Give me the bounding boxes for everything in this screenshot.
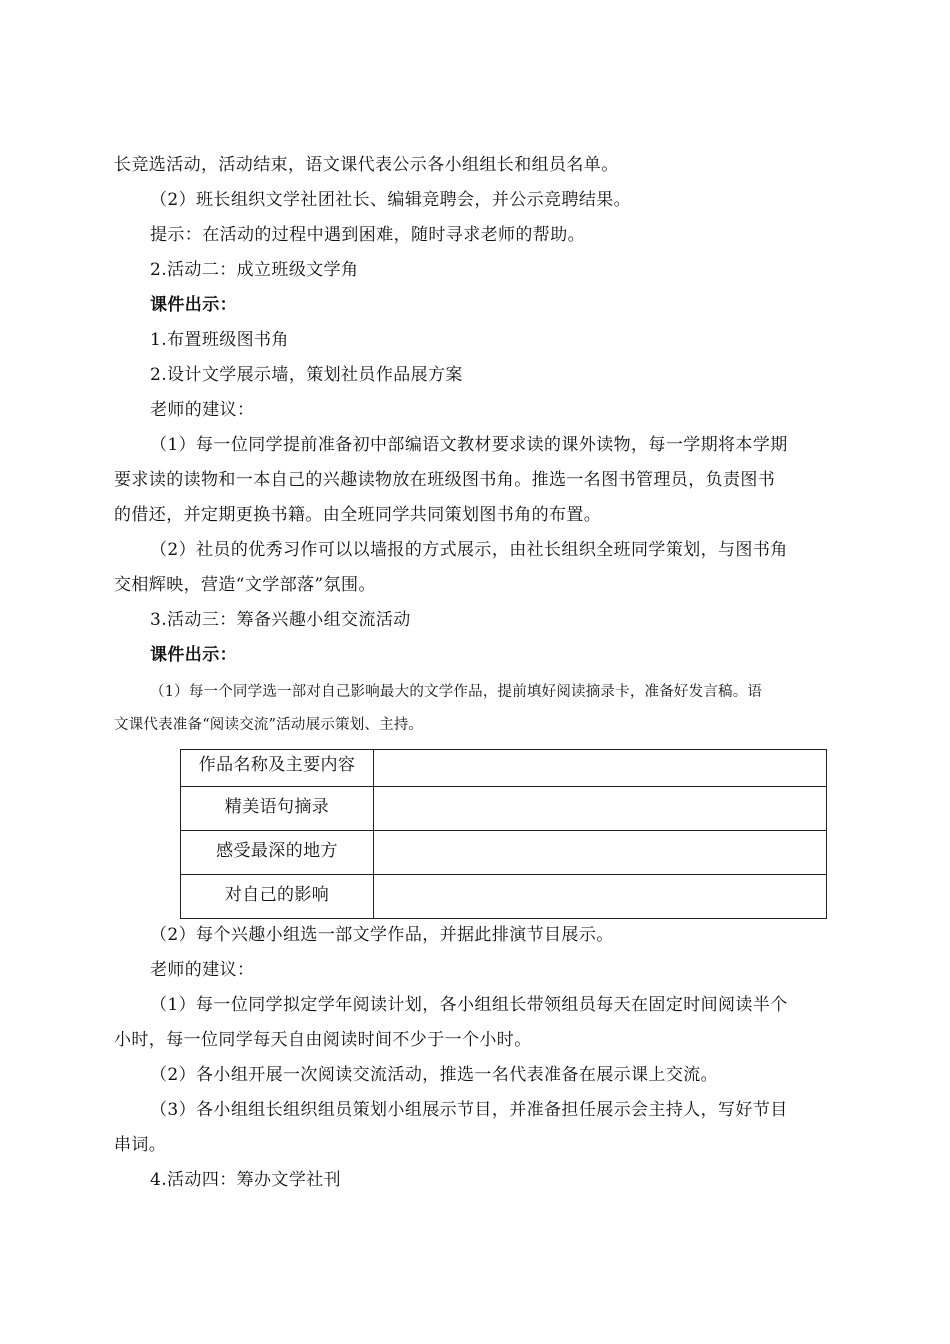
table-cell-label: 精美语句摘录 [181, 787, 374, 831]
paragraph-line: 提示：在活动的过程中遇到困难，随时寻求老师的帮助。 [150, 225, 585, 245]
table-cell-value [374, 875, 827, 919]
table-cell-label: 感受最深的地方 [181, 831, 374, 875]
section-heading: 2.活动二：成立班级文学角 [150, 260, 359, 280]
teacher-advice-label: 老师的建议： [150, 960, 255, 980]
paragraph-line: （3）各小组组长组织组员策划小组展示节目，并准备担任展示会主持人，写好节目 [150, 1100, 788, 1120]
list-item: 2.设计文学展示墙，策划社员作品展方案 [150, 365, 463, 385]
table-cell-label: 对自己的影响 [181, 875, 374, 919]
paragraph-line: 文课代表准备“阅读交流”活动展示策划、主持。 [114, 717, 424, 733]
paragraph-line: 小时，每一位同学每天自由阅读时间不少于一个小时。 [114, 1030, 532, 1050]
paragraph-line: 要求读的读物和一本自己的兴趣读物放在班级图书角。推选一名图书管理员，负责图书 [114, 470, 776, 490]
paragraph-line: 的借还，并定期更换书籍。由全班同学共同策划图书角的布置。 [114, 505, 602, 525]
list-item: 1.布置班级图书角 [150, 330, 289, 350]
paragraph-line: 交相辉映，营造“文学部落”氛围。 [114, 575, 376, 595]
paragraph-line: （2）社员的优秀习作可以以墙报的方式展示，由社长组织全班同学策划，与图书角 [150, 540, 788, 560]
paragraph-line: （1）每一位同学拟定学年阅读计划，各小组组长带领组员每天在固定时间阅读半个 [150, 995, 788, 1015]
paragraph-line: （1）每一位同学提前准备初中部编语文教材要求读的课外读物，每一学期将本学期 [150, 435, 788, 455]
reading-card-table [180, 749, 827, 919]
courseware-label: 课件出示： [150, 295, 237, 315]
paragraph-line: 长竞选活动，活动结束，语文课代表公示各小组组长和组员名单。 [114, 155, 619, 175]
table-cell-value [374, 787, 827, 831]
table-row [181, 787, 827, 831]
paragraph-line: （2）班长组织文学社团社长、编辑竞聘会，并公示竞聘结果。 [150, 190, 632, 210]
table-row [181, 875, 827, 919]
table-row [181, 831, 827, 875]
paragraph-line: （2）各小组开展一次阅读交流活动，推选一名代表准备在展示课上交流。 [150, 1065, 719, 1085]
paragraph-line: 串词。 [114, 1135, 167, 1155]
table-row [181, 750, 827, 787]
paragraph-line: （2）每个兴趣小组选一部文学作品，并据此排演节目展示。 [150, 925, 614, 945]
table-cell-value [374, 750, 827, 787]
section-heading: 4.活动四：筹办文学社刊 [150, 1170, 342, 1190]
teacher-advice-label: 老师的建议： [150, 400, 255, 420]
table-cell-value [374, 831, 827, 875]
section-heading: 3.活动三：筹备兴趣小组交流活动 [150, 610, 411, 630]
paragraph-line: （1）每一个同学选一部对自己影响最大的文学作品，提前填好阅读摘录卡，准备好发言稿。语 [150, 684, 763, 700]
courseware-label: 课件出示： [150, 645, 237, 665]
table-cell-label: 作品名称及主要内容 [181, 750, 374, 787]
